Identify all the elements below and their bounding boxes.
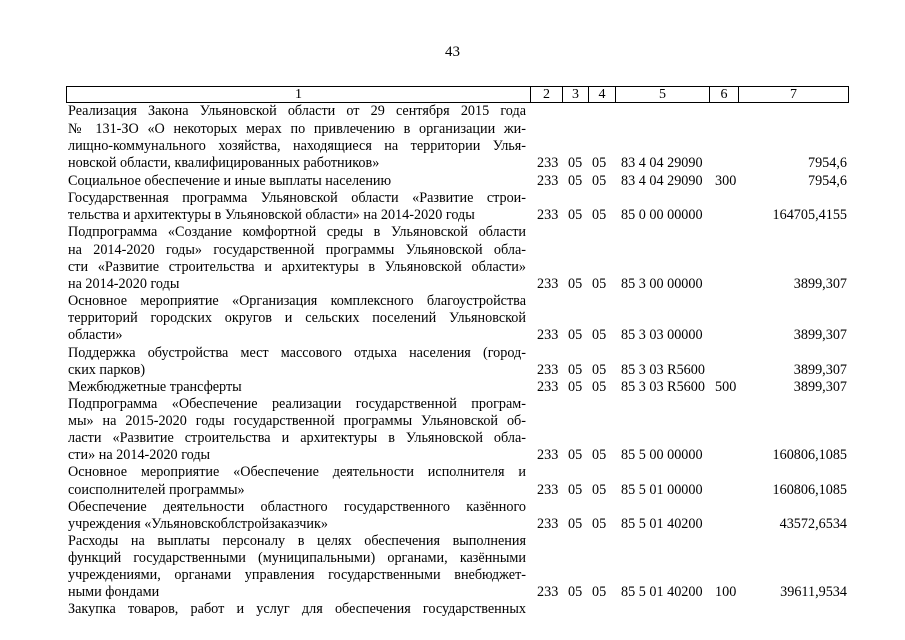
row-description-line: новской области, квалифицированных работников» [68, 155, 380, 171]
row-description-line: Подпрограмма «Создание комфортной среды в Ульяновской области [68, 224, 526, 240]
subsection-code-cell: 05 [592, 327, 607, 343]
section-code-cell: 05 [568, 173, 583, 189]
target-item-cell: 85 5 00 00000 [621, 447, 703, 463]
subsection-code-cell: 05 [592, 584, 607, 600]
admin-code-cell: 233 [537, 207, 559, 223]
header-col-2: 2 [530, 86, 563, 103]
subsection-code-cell: 05 [592, 173, 607, 189]
admin-code-cell: 233 [537, 362, 559, 378]
subsection-code-cell: 05 [592, 276, 607, 292]
admin-code-cell: 233 [537, 482, 559, 498]
row-description-line: сти» на 2014-2020 годы [68, 447, 211, 463]
expense-type-cell: 500 [715, 379, 737, 395]
section-code-cell: 05 [568, 447, 583, 463]
header-col-3: 3 [562, 86, 589, 103]
target-item-cell: 85 3 00 00000 [621, 276, 703, 292]
row-description-line: Расходы на выплаты персоналу в целях обеспечения выполнения [68, 533, 526, 549]
section-code-cell: 05 [568, 362, 583, 378]
row-description-line: Реализация Закона Ульяновской области от 29 сентября 2015 года [68, 103, 526, 119]
section-code-cell: 05 [568, 379, 583, 395]
target-item-cell: 83 4 04 29090 [621, 155, 703, 171]
row-description-line: Межбюджетные трансферты [68, 379, 242, 395]
amount-cell: 43572,6534 [779, 516, 847, 532]
expense-type-cell: 100 [715, 584, 737, 600]
admin-code-cell: 233 [537, 173, 559, 189]
amount-cell: 160806,1085 [772, 447, 847, 463]
row-description-line: Подпрограмма «Обеспечение реализации государственной програм- [68, 396, 526, 412]
row-description-line: территорий городских округов и сельских поселений Ульяновской [68, 310, 526, 326]
admin-code-cell: 233 [537, 447, 559, 463]
row-description-line: Основное мероприятие «Обеспечение деятельности исполнителя и [68, 464, 526, 480]
admin-code-cell: 233 [537, 155, 559, 171]
section-code-cell: 05 [568, 276, 583, 292]
row-description-line: ными фондами [68, 584, 160, 600]
target-item-cell: 83 4 04 29090 [621, 173, 703, 189]
amount-cell: 3899,307 [793, 379, 847, 395]
row-description-line: области» [68, 327, 123, 343]
section-code-cell: 05 [568, 207, 583, 223]
row-description-line: Обеспечение деятельности областного государственного казённого [68, 499, 526, 515]
row-description-line: лищно-коммунального хозяйства, находящиеся на территории Улья- [68, 138, 526, 154]
row-description-line: тельства и архитектуры в Ульяновской области» на 2014-2020 годы [68, 207, 475, 223]
row-description-line: учреждения «Ульяновскоблстройзаказчик» [68, 516, 328, 532]
amount-cell: 39611,9534 [780, 584, 847, 600]
row-description-line: на 2014-2020 годы» государственной программы Ульяновской обла- [68, 242, 526, 258]
header-col-6: 6 [709, 86, 739, 103]
row-description-line: Основное мероприятие «Организация комплексного благоустройства [68, 293, 526, 309]
subsection-code-cell: 05 [592, 207, 607, 223]
row-description-line: на 2014-2020 годы [68, 276, 180, 292]
header-col-7: 7 [738, 86, 849, 103]
target-item-cell: 85 5 01 40200 [621, 584, 703, 600]
target-item-cell: 85 3 03 R5600 [621, 379, 705, 395]
admin-code-cell: 233 [537, 379, 559, 395]
row-description-line: учреждениями, органами управления государственными внебюджет- [68, 567, 526, 583]
amount-cell: 164705,4155 [772, 207, 847, 223]
amount-cell: 3899,307 [793, 362, 847, 378]
target-item-cell: 85 3 03 00000 [621, 327, 703, 343]
row-description-line: № 131-ЗО «О некоторых мерах по привлечению в организации жи- [68, 121, 526, 137]
row-description-line: функций государственными (муниципальными) органами, казёнными [68, 550, 526, 566]
amount-cell: 3899,307 [793, 276, 847, 292]
subsection-code-cell: 05 [592, 379, 607, 395]
row-description-line: Государственная программа Ульяновской области «Развитие строи- [68, 190, 526, 206]
subsection-code-cell: 05 [592, 482, 607, 498]
row-description-line: Поддержка обустройства мест массового отдыха населения (город- [68, 345, 526, 361]
row-description-line: соисполнителей программы» [68, 482, 245, 498]
target-item-cell: 85 5 01 00000 [621, 482, 703, 498]
admin-code-cell: 233 [537, 516, 559, 532]
page-number: 43 [445, 44, 460, 60]
amount-cell: 7954,6 [807, 155, 847, 171]
subsection-code-cell: 05 [592, 447, 607, 463]
admin-code-cell: 233 [537, 584, 559, 600]
section-code-cell: 05 [568, 327, 583, 343]
amount-cell: 160806,1085 [772, 482, 847, 498]
row-description-line: мы» на 2015-2020 годы государственной программы Ульяновской об- [68, 413, 526, 429]
target-item-cell: 85 0 00 00000 [621, 207, 703, 223]
amount-cell: 7954,6 [807, 173, 847, 189]
section-code-cell: 05 [568, 584, 583, 600]
amount-cell: 3899,307 [793, 327, 847, 343]
admin-code-cell: 233 [537, 276, 559, 292]
row-description-line: ласти «Развитие строительства и архитектуры в Ульяновской обла- [68, 430, 526, 446]
subsection-code-cell: 05 [592, 516, 607, 532]
subsection-code-cell: 05 [592, 155, 607, 171]
row-description-line: сти «Развитие строительства и архитектуры в Ульяновской области» [68, 259, 526, 275]
row-description-line: ских парков) [68, 362, 146, 378]
row-description-line: Социальное обеспечение и иные выплаты населению [68, 173, 392, 189]
target-item-cell: 85 3 03 R5600 [621, 362, 705, 378]
section-code-cell: 05 [568, 516, 583, 532]
header-col-4: 4 [588, 86, 616, 103]
admin-code-cell: 233 [537, 327, 559, 343]
target-item-cell: 85 5 01 40200 [621, 516, 703, 532]
expense-type-cell: 300 [715, 173, 737, 189]
subsection-code-cell: 05 [592, 362, 607, 378]
header-col-5: 5 [615, 86, 710, 103]
section-code-cell: 05 [568, 482, 583, 498]
section-code-cell: 05 [568, 155, 583, 171]
row-description-line: Закупка товаров, работ и услуг для обеспечения государственных [68, 601, 526, 617]
header-col-1: 1 [66, 86, 531, 103]
